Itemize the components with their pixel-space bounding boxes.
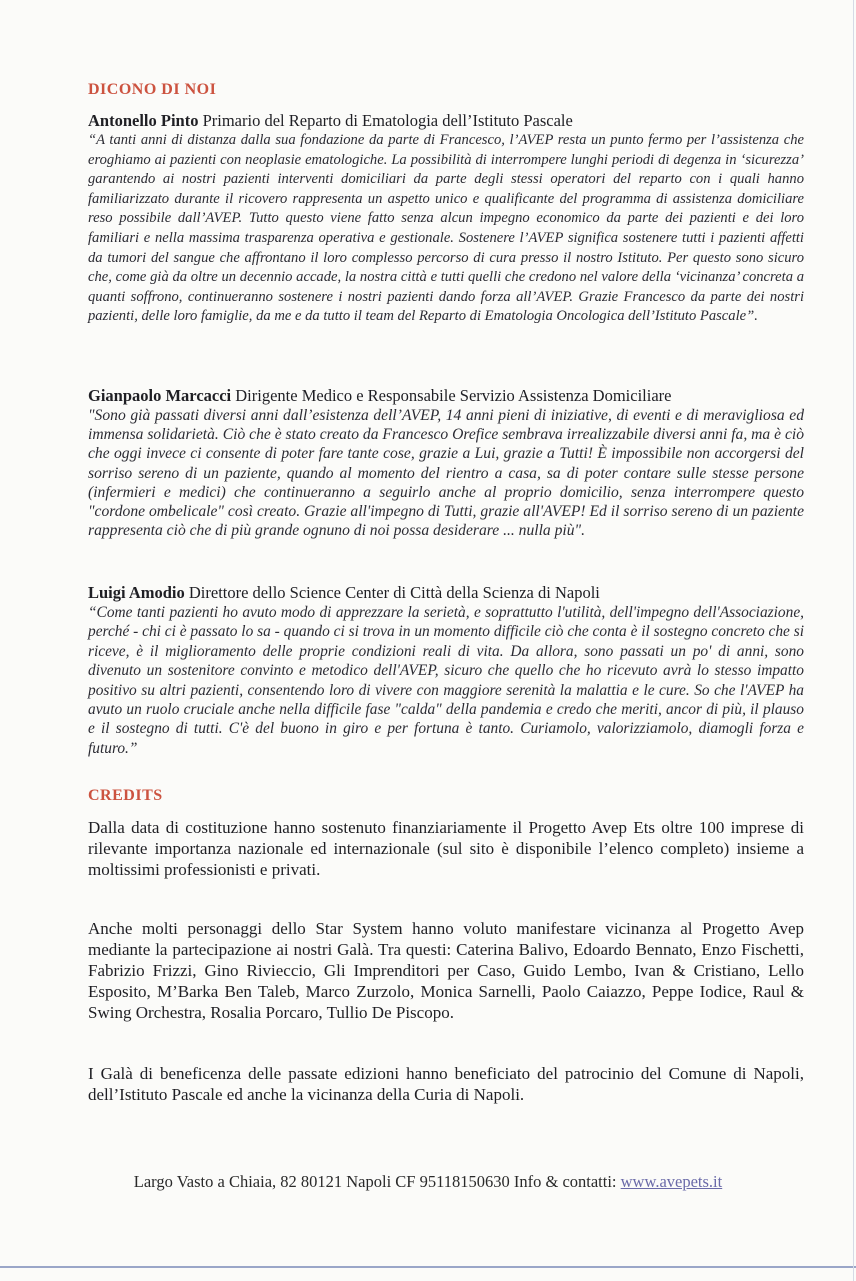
footer xyxy=(0,1172,856,1192)
person-role: Direttore dello Science Center di Città della Scienza di Napoli xyxy=(188,583,600,602)
page-edge xyxy=(853,0,854,1281)
testimonial-2 xyxy=(88,386,804,540)
section-heading-testimonials: DICONO DI NOI xyxy=(88,81,217,98)
credits-paragraph-2 xyxy=(88,918,804,1023)
person-role: Primario del Reparto di Ematologia dell’Istituto Pascale xyxy=(202,111,573,130)
credits-text: Dalla data di costituzione hanno sostenuto finanziariamente il Progetto Avep Ets oltre 100 imprese di rilevante importanza nazionale ed internazionale (sul sito è disponibile l’elenco completo) insieme a moltissimi professionisti e privati. xyxy=(88,818,804,879)
testimonial-1-quote: “A tanti anni di distanza dalla sua fondazione da parte di Francesco, l’AVEP resta un punto fermo per l’assistenza che eroghiamo ai pazienti con neoplasie ematologiche. La possibilità di interrompere lunghi periodi di degenza in ‘sicurezza’ garantendo ai nostri pazienti interventi domiciliari da parte degli stessi operatori del reparto con i quali hanno familiarizzato durante il ricovero rappresenta un aspetto unico e qualificante del programma di assistenza domiciliare reso possibile dall’AVEP. Tutto questo viene fatto senza alcun impegno economico da parte dei pazienti e dei loro familiari e nella massima trasparenza operativa e gestionale. Sostenere l’AVEP significa sostenere tutti i pazienti affetti da tumori del sangue che affrontano il loro complesso percorso di cura presso il nostro Istituto. Per questo sono sicuro che, come già da oltre un decennio accade, la nostra città e tutti quelli che credono nel valore della ‘vicinanza’ concreta a quanti soffrono, continueranno sostenere i nostri pazienti dando forza all’AVEP. Grazie Francesco da parte dei nostri pazienti, delle loro famiglie, da me e da tutto il team del Reparto di Ematologia Oncologica dell’Istituto Pascale”. xyxy=(88,132,804,325)
credits-text: Anche molti personaggi dello Star System hanno voluto manifestare vicinanza al Progetto Avep mediante la partecipazione ai nostri Galà. Tra questi: Caterina Balivo, Edoardo Bennato, Enzo Fischetti, Fabrizio Frizzi, Gino Rivieccio, Gli Imprenditori per Caso, Guido Lembo, Ivan & Cristiano, Lello Esposito, M’Barka Ben Taleb, Marco Zurzolo, Monica Sarnelli, Paolo Caiazzo, Peppe Iodice, Raul & Swing Orchestra, Rosalia Porcaro, Tullio De Piscopo. xyxy=(88,919,804,1022)
person-name: Gianpaolo Marcacci xyxy=(88,386,232,405)
testimonial-2-byline xyxy=(88,386,804,406)
section-heading-credits: CREDITS xyxy=(88,787,163,804)
person-name: Luigi Amodio xyxy=(88,583,185,602)
person-name: Antonello Pinto xyxy=(88,111,199,130)
testimonial-1-byline xyxy=(88,111,804,131)
bottom-divider xyxy=(0,1266,856,1268)
credits-paragraph-3 xyxy=(88,1063,804,1105)
testimonial-2-quote: "Sono già passati diversi anni dall’esistenza dell’AVEP, 14 anni pieni di iniziative, di eventi e di meravigliosa ed immensa solidarietà. Ciò che è stato creato da Francesco Orefice sembrava irrealizzabile diversi anni fa, ma è ciò che oggi invece ci consente di poter fare tante cose, grazie a Lui, grazie a Tutti! È impossibile non accorgersi del sorriso sereno di un paziente, quando al momento del rientro a casa, sa di poter contare sulle stesse persone (infermieri e medici) che continueranno a seguirlo anche al proprio domicilio, senza interrompere questo "cordone ombelicale" così creato. Grazie all'impegno di Tutti, grazie all'AVEP! Ed il sorriso sereno di un paziente rappresenta ciò che di più grande ognuno di noi possa desiderare ... nulla più". xyxy=(88,407,804,540)
footer-address: Largo Vasto a Chiaia, 82 80121 Napoli CF 95118150630 Info & contatti: xyxy=(133,1172,621,1191)
testimonial-3-quote: “Come tanti pazienti ho avuto modo di apprezzare la serietà, e soprattutto l'utilità, dell'impegno dell'Associazione, perché - chi ci è passato lo sa - quando ci si trova in un momento difficile ciò che conta è il sostegno concreto che si riceve, è il miglioramento delle proprie condizioni reali di vita. Da allora, sono passati un po' di anni, sono divenuto un sostenitore convinto e metodico dell'AVEP, sicuro che quello che ho ricevuto avrà lo stesso impatto positivo su altri pazienti, consentendo loro di vivere con maggiore serenità la malattia e le cure. So che l'AVEP ha avuto un ruolo cruciale anche nella difficile fase "calda" della pandemia e credo che meriti, ancor di più, il plauso e il sostegno di tutti. C'è del buono in giro e per fortuna è tanto. Curiamolo, valorizziamolo, diamogli forza e futuro.” xyxy=(88,604,804,757)
credits-text: I Galà di beneficenza delle passate edizioni hanno beneficiato del patrocinio del Comune di Napoli, dell’Istituto Pascale ed anche la vicinanza della Curia di Napoli. xyxy=(88,1064,804,1104)
testimonial-3 xyxy=(88,583,804,758)
testimonial-1 xyxy=(88,111,804,327)
person-role: Dirigente Medico e Responsabile Servizio Assistenza Domiciliare xyxy=(235,386,672,405)
testimonial-3-byline xyxy=(88,583,804,603)
website-link[interactable]: www.avepets.it xyxy=(620,1172,723,1191)
credits-paragraph-1 xyxy=(88,817,804,880)
